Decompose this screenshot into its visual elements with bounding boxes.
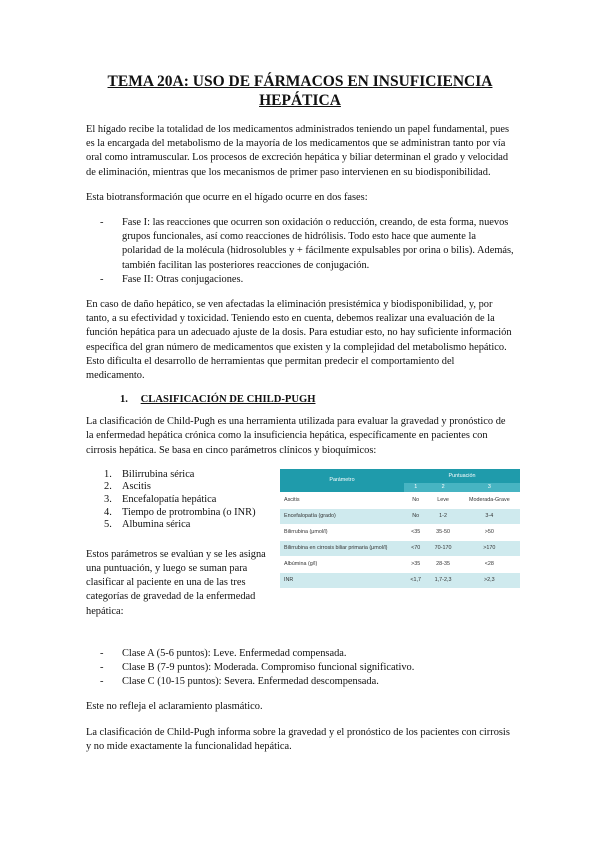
table-row: INR <1,7 1,7-2,3 >2,3 [280,572,520,588]
table-header-1: 1 [404,483,427,493]
child-pugh-table [280,469,520,588]
phases-list [86,216,514,287]
param-item: 2. Ascitis [104,481,151,493]
class-item: - Clase C (10-15 puntos): Severa. Enfermedad descompensada. [122,675,514,689]
class-item: - Clase B (7-9 puntos): Moderada. Compromiso funcional significativo. [122,661,514,675]
table-row: Albúmina (g/l) >35 28-35 <28 [280,556,520,572]
table-row: Encefalopatía (grado) No 1-2 3-4 [280,508,520,524]
classes-list [86,647,514,690]
param-item: 5. Albumina sérica [104,519,191,531]
intro-paragraph: El hígado recibe la totalidad de los medicamentos administrados teniendo un papel fundamental, pues es la encargada del metabolismo de la mayoría de los medicamentos que se administran tanto por vía oral como intramuscular. Los procesos de excreción hepática y biliar determinan el grado y velocidad de eliminación, mientras que los mecanismos de primer paso intervienen en su biodisponibilidad. [86,124,510,178]
section-heading [86,394,514,405]
table-header-3: 3 [459,483,520,493]
param-item: 1. Bilirrubina sérica [104,468,195,480]
phases-intro: Esta biotransformación que ocurre en el hígado ocurre en dos fases: [86,191,368,203]
param-item: 4. Tiempo de protrombina (o INR) [104,506,256,518]
scoring-paragraph: Estos parámetros se evalúan y se les asigna una puntuación, y luego se suman para clasificar al paciente en una de las tres categorías de gravedad de la enfermedad hepática: [86,548,266,617]
table-header-parameter: Parámetro [280,469,404,493]
table-header-2: 2 [427,483,458,493]
title-line-1: TEMA 20A: USO DE FÁRMACOS EN INSUFICIENCIA [107,73,493,90]
phase-item: - Fase I: las reacciones que ocurren son oxidación o reducción, creando, de esta forma, nuevos grupos funcionales, así como reacciones de hidrólisis. Todo esto hace que aumente la polaridad de la molécula (hidrosolubles y + fácilmente expulsables por orina o bilis). Además, también facilitan las posteriores reacciones de conjugación. [122,216,514,273]
param-item: 3. Encefalopatía hepática [104,494,217,506]
damage-paragraph: En caso de daño hepático, se ven afectadas la eliminación presistémica y biodisponibilidad, y, por tanto, a su efectividad y toxicidad. Teniendo esto en cuenta, debemos realizar una evaluación de la función hepática para un adecuado ajuste de la dosis. Para estudiar esto, no hay suficiente información específica del gran número de medicamentos que existen y la complejidad del metabolismo hepático. Esto dificulta el desarrollo de herramientas que permitan predecir el comportamiento del medicamento. [86,299,512,382]
phase-item: - Fase II: Otras conjugaciones. [122,273,514,287]
table-row: Bilirrubina en cirrosis biliar primaria (μmol/l) <70 70-170 >170 [280,540,520,556]
clearance-note: Este no refleja el aclaramiento plasmático. [86,701,263,713]
child-pugh-paragraph: La clasificación de Child-Pugh es una herramienta utilizada para evaluar la gravedad y pronóstico de la enfermedad hepática crónica como la insuficiencia hepática, específicamente en pacientes con cirrosis hepática. Se basa en cinco parámetros clínicos y bioquímicos: [86,416,506,456]
page-title [86,72,514,110]
class-item: - Clase A (5-6 puntos): Leve. Enfermedad compensada. [122,647,514,661]
table-row: Ascitis No Leve Moderada-Grave [280,492,520,508]
title-line-2: HEPÁTICA [259,92,341,109]
section-title: CLASIFICACIÓN DE CHILD-PUGH [140,394,316,406]
table-header-score: Puntuación [404,469,520,483]
section-number: 1. [120,394,128,406]
conclusion-paragraph: La clasificación de Child-Pugh informa sobre la gravedad y el pronóstico de los pacientes con cirrosis y no mide exactamente la funcionalidad hepática. [86,726,510,752]
params-and-table [86,469,514,645]
table-row: Bilirrubina (μmol/l) <35 35-50 >50 [280,524,520,540]
